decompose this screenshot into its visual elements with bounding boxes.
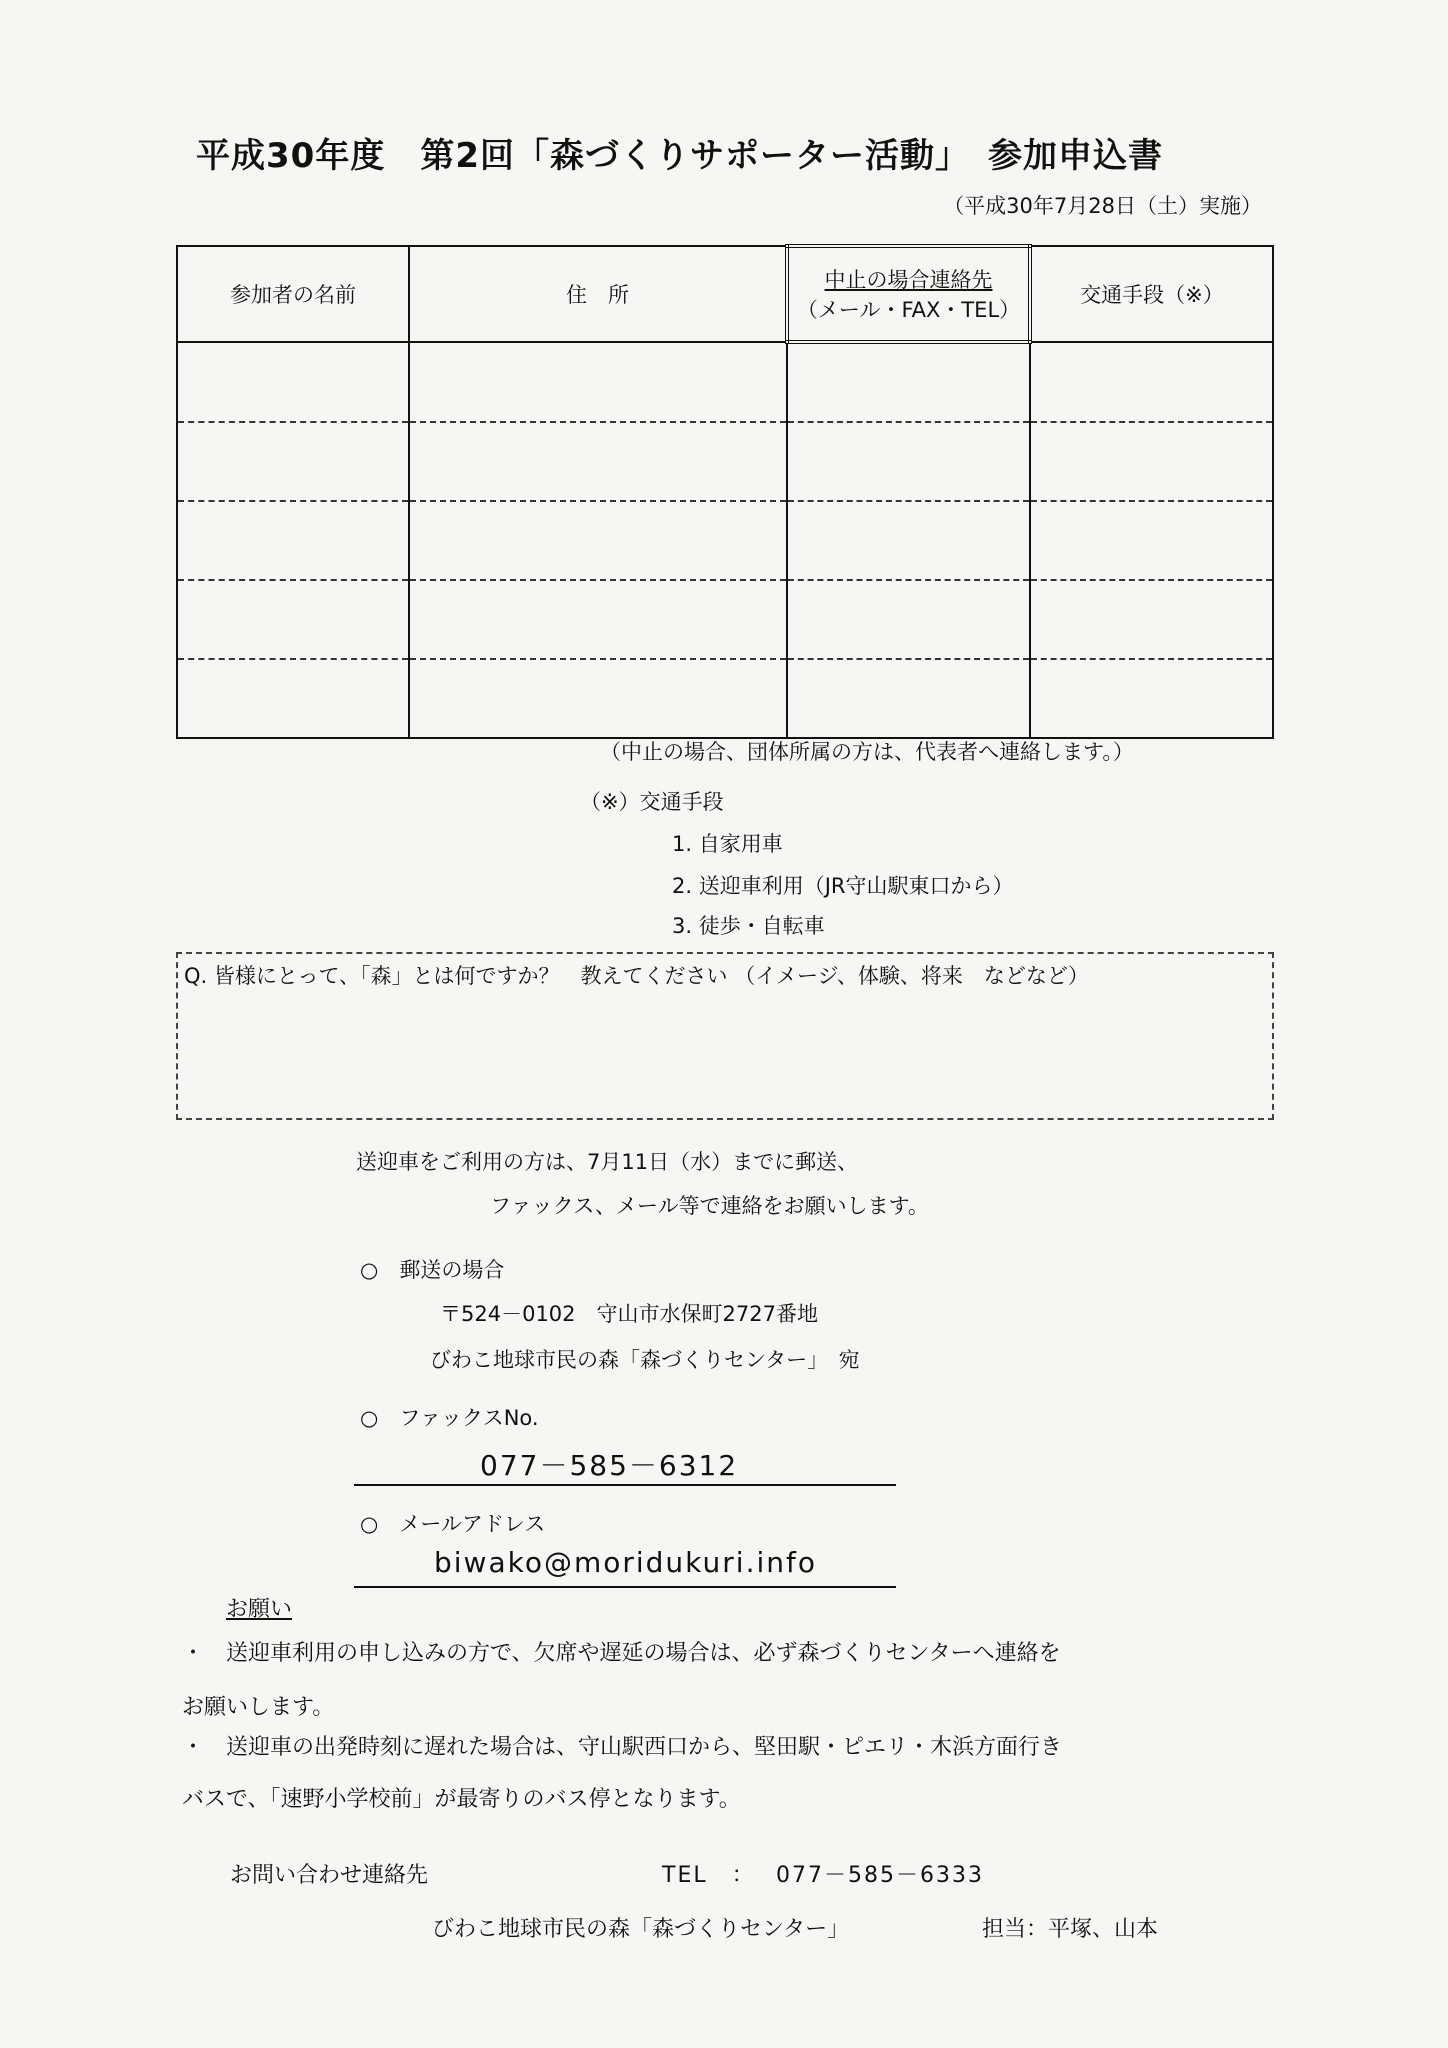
- address-cell[interactable]: [409, 501, 787, 580]
- table-row: [177, 342, 1273, 422]
- fax-underline: [354, 1484, 896, 1486]
- header-name: 参加者の名前: [177, 246, 409, 342]
- header-contact-sub: （メール・FAX・TEL）: [796, 298, 1021, 322]
- name-cell[interactable]: [177, 342, 409, 422]
- transport-option-2: 2. 送迎車利用（JR守山駅東口から）: [672, 874, 1014, 898]
- header-transport: 交通手段（※）: [1030, 246, 1273, 342]
- name-cell[interactable]: [177, 659, 409, 738]
- transport-cell[interactable]: [1030, 580, 1273, 659]
- contact-tel: 077－585－6333: [776, 1863, 984, 1888]
- contact-cell[interactable]: [787, 342, 1030, 422]
- transport-cell[interactable]: [1030, 422, 1273, 501]
- address-cell[interactable]: [409, 342, 787, 422]
- question-box[interactable]: [176, 952, 1274, 1120]
- table-row: [177, 422, 1273, 501]
- contact-org: びわこ地球市民の森「森づくりセンター」: [432, 1917, 850, 1942]
- table-row: [177, 580, 1273, 659]
- transport-option-3: 3. 徒歩・自転車: [672, 914, 825, 938]
- page-title: 平成30年度 第2回「森づくりサポーター活動」 参加申込書: [196, 136, 1163, 176]
- name-cell[interactable]: [177, 501, 409, 580]
- contact-cell[interactable]: [787, 422, 1030, 501]
- fax-label: ○ ファックスNo.: [360, 1406, 539, 1430]
- requests-heading: お願い: [226, 1597, 293, 1622]
- contact-cell[interactable]: [787, 501, 1030, 580]
- header-contact: [787, 246, 1030, 342]
- transport-heading: （※）交通手段: [580, 790, 724, 814]
- address-cell[interactable]: [409, 580, 787, 659]
- mail-address: 〒524－0102 守山市水保町2727番地: [440, 1302, 818, 1326]
- question-text: Q. 皆様にとって、「森」とは何ですか？ 教えてください （イメージ、体験、将来 などなど）: [184, 964, 1089, 988]
- transport-cell[interactable]: [1030, 342, 1273, 422]
- request-1-line1: ・ 送迎車利用の申し込みの方で、欠席や遅延の場合は、必ず森づくりセンターへ連絡を: [182, 1641, 1061, 1666]
- table-row: [177, 501, 1273, 580]
- address-cell[interactable]: [409, 422, 787, 501]
- request-1-line2: お願いします。: [182, 1695, 335, 1720]
- email-address[interactable]: biwako@moridukuri.info: [434, 1546, 817, 1579]
- request-2-line2: バスで、「速野小学校前」が最寄りのバス停となります。: [182, 1787, 741, 1812]
- application-table: [176, 244, 1274, 739]
- table-row: [177, 659, 1273, 738]
- transport-cell[interactable]: [1030, 501, 1273, 580]
- shuttle-notice-line2: ファックス、メール等で連絡をお願いします。: [490, 1194, 929, 1218]
- address-cell[interactable]: [409, 659, 787, 738]
- mail-label: ○ 郵送の場合: [360, 1258, 505, 1282]
- contact-label: お問い合わせ連絡先: [230, 1863, 429, 1888]
- shuttle-notice-line1: 送迎車をご利用の方は、7月11日（水）までに郵送、: [356, 1150, 859, 1174]
- transport-cell[interactable]: [1030, 659, 1273, 738]
- mail-recipient: びわこ地球市民の森「森づくりセンター」 宛: [430, 1348, 860, 1372]
- contact-cell[interactable]: [787, 659, 1030, 738]
- email-underline: [354, 1586, 896, 1588]
- email-label: ○ メールアドレス: [360, 1512, 546, 1536]
- event-date: （平成30年7月28日（土）実施）: [943, 194, 1262, 218]
- transport-option-1: 1. 自家用車: [672, 832, 783, 856]
- fax-number: 077－585－6312: [480, 1449, 739, 1482]
- name-cell[interactable]: [177, 422, 409, 501]
- contact-cell[interactable]: [787, 580, 1030, 659]
- table-header-row: [177, 246, 1273, 342]
- cancel-note: （中止の場合、団体所属の方は、代表者へ連絡します。）: [600, 740, 1134, 764]
- request-2-line1: ・ 送迎車の出発時刻に遅れた場合は、守山駅西口から、堅田駅・ピエリ・木浜方面行き: [182, 1735, 1063, 1760]
- contact-staff: 担当：平塚、山本: [982, 1917, 1159, 1942]
- header-contact-title: 中止の場合連絡先: [824, 268, 993, 292]
- contact-tel-label: TEL ：: [662, 1863, 756, 1888]
- header-address: 住 所: [409, 246, 787, 342]
- name-cell[interactable]: [177, 580, 409, 659]
